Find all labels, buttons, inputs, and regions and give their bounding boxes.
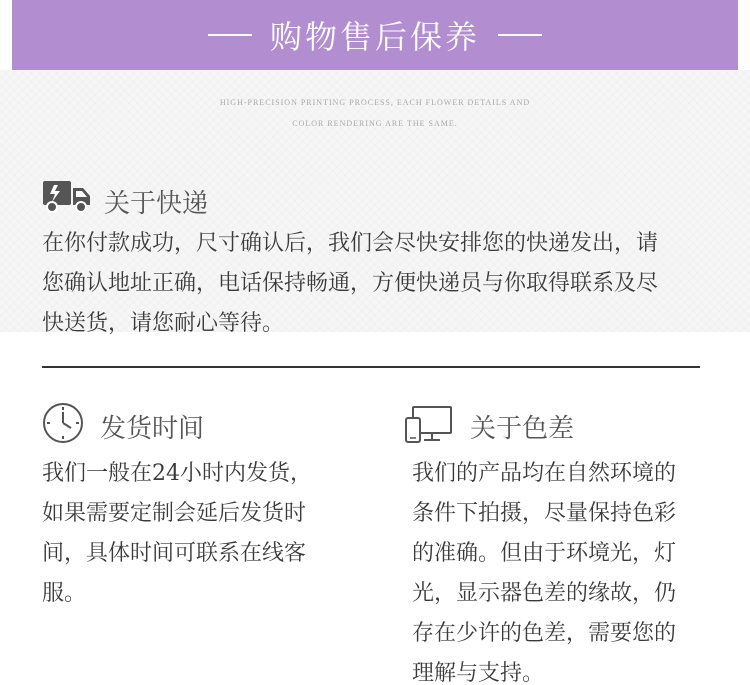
color-diff-text [412, 454, 732, 685]
shipping-time-line: 服。 [42, 581, 87, 606]
banner-title: 购物售后保养 [269, 18, 480, 56]
delivery-text [42, 224, 732, 344]
header-banner [12, 0, 738, 70]
shipping-time-title: 发货时间 [100, 414, 205, 444]
devices-icon [405, 406, 453, 444]
color-diff-line: 的准确。但由于环境光，灯 [412, 541, 677, 566]
shipping-time-line: 如果需要定制会延后发货时 [42, 501, 307, 526]
subtitle-line-1: HIGH-PRECISION PRINTING PROCESS, EACH FLOWER DETAILS AND [219, 98, 531, 107]
color-diff-title: 关于色差 [470, 414, 575, 444]
color-diff-line: 条件下拍摄，尽量保持色彩 [412, 501, 677, 526]
shipping-time-line: 间，具体时间可联系在线客 [42, 541, 307, 566]
shipping-time-text [42, 454, 382, 614]
subtitle-line-2: COLOR RENDERING ARE THE SAME. [292, 119, 458, 128]
delivery-line: 在你付款成功，尺寸确认后，我们会尽快安排您的快递发出，请 [42, 231, 659, 256]
truck-icon [42, 180, 92, 214]
section-divider [42, 366, 700, 368]
color-diff-line: 光，显示器色差的缘故，仍 [412, 581, 677, 606]
delivery-title: 关于快递 [104, 189, 209, 219]
color-diff-line: 我们的产品均在自然环境的 [412, 461, 677, 486]
delivery-line: 快送货，请您耐心等待。 [42, 311, 285, 336]
banner-left-line [208, 34, 252, 36]
banner-right-line [498, 34, 542, 36]
clock-icon [42, 402, 84, 444]
color-diff-line: 存在少许的色差，需要您的 [412, 621, 677, 646]
delivery-line: 您确认地址正确，电话保持畅通，方便快递员与你取得联系及尽 [42, 271, 659, 296]
shipping-time-line: 我们一般在24小时内发货， [42, 461, 312, 486]
color-diff-line: 理解与支持。 [412, 661, 545, 685]
